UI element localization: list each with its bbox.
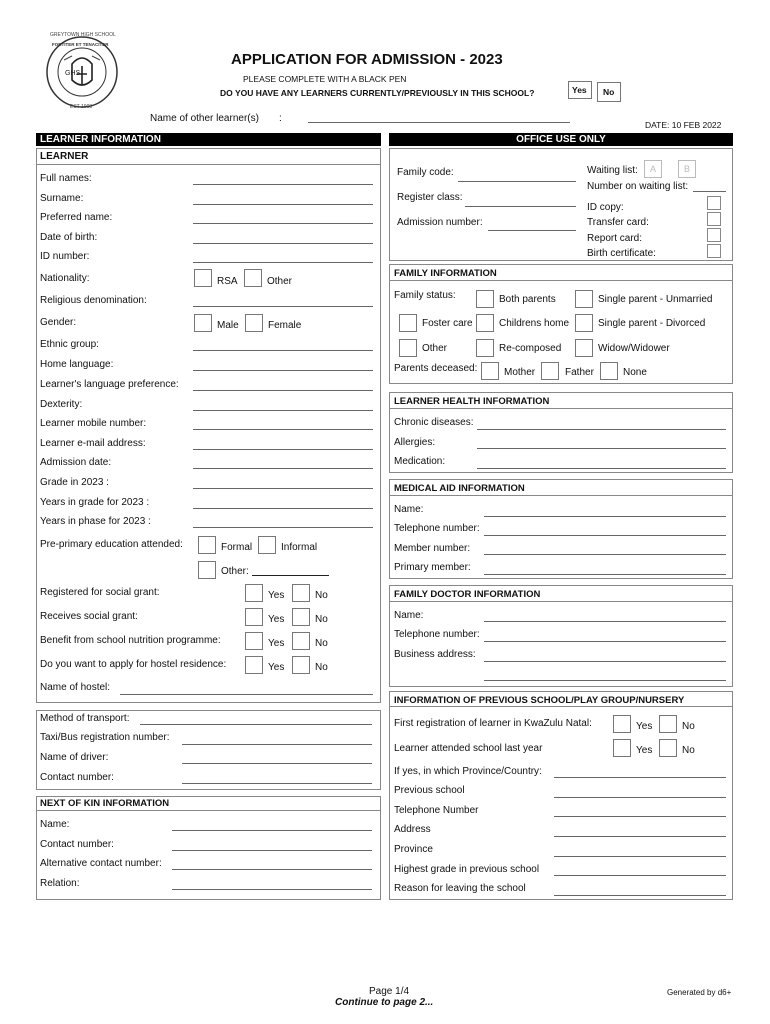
- childrens-home-checkbox[interactable]: [476, 314, 494, 332]
- transfer-card-checkbox[interactable]: [707, 212, 721, 226]
- waiting-number-input[interactable]: [693, 191, 726, 192]
- family-code-input[interactable]: [458, 181, 576, 182]
- logo-motto: FORTITER ET TENACITER: [52, 42, 109, 47]
- province-country-label: If yes, in which Province/Country:: [394, 766, 542, 777]
- childrens-home-label: Childrens home: [499, 318, 570, 329]
- logo-initials: GHS: [65, 70, 81, 77]
- nationality-label: Nationality:: [40, 273, 90, 284]
- years-grade-input[interactable]: [193, 508, 373, 509]
- medical-aid-divider: [389, 495, 733, 496]
- learner-subheader-divider: [36, 164, 381, 165]
- hostel-yes-label: Yes: [268, 662, 285, 673]
- medical-aid-telephone-input[interactable]: [484, 535, 726, 536]
- ethnic-input[interactable]: [193, 350, 373, 351]
- attended-yes-checkbox[interactable]: [613, 739, 631, 757]
- language-pref-input[interactable]: [193, 390, 373, 391]
- dob-label: Date of birth:: [40, 232, 98, 243]
- first-reg-label: First registration of learner in KwaZulu Natal:: [394, 718, 592, 729]
- family-other-label: Other: [422, 343, 448, 354]
- previous-school-province-input[interactable]: [554, 856, 726, 857]
- social-grant-reg-no-checkbox[interactable]: [292, 584, 310, 602]
- primary-member-label: Primary member:: [394, 562, 471, 573]
- family-status-label: Family status:: [394, 290, 456, 301]
- health-header: LEARNER HEALTH INFORMATION: [394, 396, 550, 407]
- admission-number-label: Admission number:: [397, 217, 483, 228]
- page-number: Page 1/4: [369, 986, 410, 997]
- previous-school-address-label: Address: [394, 824, 431, 835]
- reason-leaving-input[interactable]: [554, 895, 726, 896]
- gender-male-label: Male: [217, 320, 239, 331]
- transport-registration-input[interactable]: [182, 744, 372, 745]
- id-number-input[interactable]: [193, 262, 373, 263]
- other-learners-input[interactable]: [308, 122, 570, 123]
- ethnic-label: Ethnic group:: [40, 339, 99, 350]
- previous-school-province-label: Province: [394, 844, 433, 855]
- kin-alt-contact-label: Alternative contact number:: [40, 858, 162, 869]
- office-header: [389, 133, 733, 146]
- province-country-input[interactable]: [554, 777, 726, 778]
- birth-cert-label: Birth certificate:: [587, 248, 656, 259]
- hostel-name-input[interactable]: [120, 694, 373, 695]
- transfer-card-label: Transfer card:: [587, 217, 649, 228]
- nutrition-yes-label: Yes: [268, 638, 285, 649]
- social-grant-rec-yes-label: Yes: [268, 614, 285, 625]
- id-number-label: ID number:: [40, 251, 90, 262]
- preprimary-other-checkbox[interactable]: [198, 561, 216, 579]
- hostel-name-label: Name of hostel:: [40, 682, 111, 693]
- email-label: Learner e-mail address:: [40, 438, 146, 449]
- waiting-number-label: Number on waiting list:: [587, 181, 689, 192]
- logo-school-name: GREYTOWN HIGH SCHOOL: [50, 32, 116, 38]
- gender-label: Gender:: [40, 317, 77, 328]
- dexterity-input[interactable]: [193, 410, 373, 411]
- preferred-name-label: Preferred name:: [40, 212, 113, 223]
- attended-no-checkbox[interactable]: [659, 739, 677, 757]
- waiting-list-label: Waiting list:: [587, 165, 638, 176]
- waiting-list-a-option[interactable]: [644, 160, 662, 178]
- transport-contact-input[interactable]: [182, 783, 372, 784]
- parents-deceased-label: Parents deceased:: [394, 363, 478, 374]
- admission-number-input[interactable]: [488, 230, 576, 231]
- nutrition-yes-checkbox[interactable]: [245, 632, 263, 650]
- preprimary-other-input[interactable]: [252, 575, 329, 576]
- page-title: APPLICATION FOR ADMISSION - 2023: [231, 51, 503, 68]
- doctor-telephone-input[interactable]: [484, 641, 726, 642]
- register-class-input[interactable]: [465, 206, 576, 207]
- reason-leaving-label: Reason for leaving the school: [394, 883, 526, 894]
- medical-aid-header: MEDICAL AID INFORMATION: [394, 483, 525, 494]
- home-language-input[interactable]: [193, 370, 373, 371]
- nationality-rsa-checkbox[interactable]: [194, 269, 212, 287]
- preprimary-other-label: Other:: [221, 566, 249, 577]
- doctor-address-input-2[interactable]: [484, 680, 726, 681]
- transport-driver-label: Name of driver:: [40, 752, 109, 763]
- doctor-divider: [389, 601, 733, 602]
- both-parents-label: Both parents: [499, 294, 556, 305]
- family-header: FAMILY INFORMATION: [394, 268, 497, 279]
- logo-est: EST 1903: [70, 104, 93, 110]
- allergies-label: Allergies:: [394, 437, 436, 448]
- attended-no-label: No: [682, 745, 695, 756]
- hostel-yes-checkbox[interactable]: [245, 656, 263, 674]
- admission-date-input[interactable]: [193, 468, 373, 469]
- kin-relation-input[interactable]: [172, 889, 372, 890]
- first-reg-no-label: No: [682, 721, 695, 732]
- first-reg-yes-checkbox[interactable]: [613, 715, 631, 733]
- primary-member-input[interactable]: [484, 574, 726, 575]
- kin-contact-input[interactable]: [172, 850, 372, 851]
- preprimary-label: Pre-primary education attended:: [40, 539, 183, 550]
- register-class-label: Register class:: [397, 192, 463, 203]
- nationality-other-label: Other: [267, 276, 293, 287]
- office-header-text: OFFICE USE ONLY: [516, 134, 606, 145]
- instruction-text: PLEASE COMPLETE WITH A BLACK PEN: [243, 74, 407, 84]
- learners-question: DO YOU HAVE ANY LEARNERS CURRENTLY/PREVIOUSLY IN THIS SCHOOL?: [220, 88, 535, 98]
- single-divorced-checkbox[interactable]: [575, 314, 593, 332]
- single-divorced-label: Single parent - Divorced: [598, 318, 706, 329]
- first-reg-yes-label: Yes: [636, 721, 653, 732]
- learner-info-header: [36, 133, 381, 146]
- previous-school-header: INFORMATION OF PREVIOUS SCHOOL/PLAY GROUP/NURSERY: [394, 695, 685, 706]
- doctor-name-label: Name:: [394, 610, 424, 621]
- gender-female-label: Female: [268, 320, 302, 331]
- doctor-telephone-label: Telephone number:: [394, 629, 480, 640]
- foster-care-checkbox[interactable]: [399, 314, 417, 332]
- full-names-label: Full names:: [40, 173, 92, 184]
- admission-date-label: Admission date:: [40, 457, 112, 468]
- years-phase-label: Years in phase for 2023 :: [40, 516, 151, 527]
- family-divider: [389, 280, 733, 281]
- chronic-label: Chronic diseases:: [394, 417, 474, 428]
- grade-label: Grade in 2023 :: [40, 477, 109, 488]
- gender-male-checkbox[interactable]: [194, 314, 212, 332]
- nutrition-no-checkbox[interactable]: [292, 632, 310, 650]
- date-label: DATE: 10 FEB 2022: [645, 120, 722, 130]
- other-learners-colon: :: [279, 113, 282, 124]
- report-card-checkbox[interactable]: [707, 228, 721, 242]
- next-of-kin-header: NEXT OF KIN INFORMATION: [40, 798, 170, 809]
- learners-yes-label: Yes: [572, 85, 587, 95]
- member-number-label: Member number:: [394, 543, 471, 554]
- years-phase-input[interactable]: [193, 527, 373, 528]
- transport-contact-label: Contact number:: [40, 772, 114, 783]
- social-grant-reg-label: Registered for social grant:: [40, 587, 160, 598]
- kin-name-input[interactable]: [172, 830, 372, 831]
- nutrition-label: Benefit from school nutrition programme:: [40, 635, 221, 646]
- religious-label: Religious denomination:: [40, 295, 147, 306]
- medication-label: Medication:: [394, 456, 446, 467]
- first-reg-no-checkbox[interactable]: [659, 715, 677, 733]
- member-number-input[interactable]: [484, 554, 726, 555]
- learners-no-label: No: [603, 87, 615, 97]
- mobile-label: Learner mobile number:: [40, 418, 147, 429]
- preprimary-formal-checkbox[interactable]: [198, 536, 216, 554]
- foster-care-label: Foster care: [422, 318, 473, 329]
- highest-grade-label: Highest grade in previous school: [394, 864, 540, 875]
- grade-input[interactable]: [193, 488, 373, 489]
- medical-aid-name-input[interactable]: [484, 516, 726, 517]
- learner-info-header-text: LEARNER INFORMATION: [40, 134, 161, 145]
- generated-by: Generated by d6+: [667, 988, 732, 997]
- waiting-list-b-text: B: [683, 164, 690, 174]
- home-language-label: Home language:: [40, 359, 114, 370]
- transport-method-input[interactable]: [140, 724, 372, 725]
- kin-name-label: Name:: [40, 819, 70, 830]
- social-grant-reg-no-label: No: [315, 590, 328, 601]
- medication-input[interactable]: [477, 468, 726, 469]
- previous-school-telephone-label: Telephone Number: [394, 805, 479, 816]
- hostel-label: Do you want to apply for hostel residence:: [40, 659, 227, 670]
- kin-contact-label: Contact number:: [40, 839, 114, 850]
- religious-input[interactable]: [193, 306, 373, 307]
- continue-text: Continue to page 2...: [335, 997, 434, 1008]
- family-code-label: Family code:: [397, 167, 454, 178]
- social-grant-rec-no-checkbox[interactable]: [292, 608, 310, 626]
- doctor-address-input-1[interactable]: [484, 661, 726, 662]
- waiting-list-a-text: A: [649, 164, 656, 174]
- chronic-input[interactable]: [477, 429, 726, 430]
- nationality-other-checkbox[interactable]: [244, 269, 262, 287]
- other-learners-label: Name of other learner(s): [150, 113, 259, 124]
- previous-school-divider: [389, 706, 733, 707]
- deceased-mother-checkbox[interactable]: [481, 362, 499, 380]
- deceased-none-checkbox[interactable]: [600, 362, 618, 380]
- social-grant-rec-no-label: No: [315, 614, 328, 625]
- years-grade-label: Years in grade for 2023 :: [40, 497, 150, 508]
- preprimary-informal-checkbox[interactable]: [258, 536, 276, 554]
- next-of-kin-divider: [36, 810, 381, 811]
- gender-female-checkbox[interactable]: [245, 314, 263, 332]
- recomposed-label: Re-composed: [499, 343, 562, 354]
- deceased-none-label: None: [623, 367, 647, 378]
- deceased-mother-label: Mother: [504, 367, 536, 378]
- social-grant-rec-yes-checkbox[interactable]: [245, 608, 263, 626]
- transport-method-label: Method of transport:: [40, 713, 130, 724]
- recomposed-checkbox[interactable]: [476, 339, 494, 357]
- medical-aid-name-label: Name:: [394, 504, 424, 515]
- allergies-input[interactable]: [477, 448, 726, 449]
- hostel-no-checkbox[interactable]: [292, 656, 310, 674]
- hostel-no-label: No: [315, 662, 328, 673]
- previous-school-name-label: Previous school: [394, 785, 465, 796]
- single-unmarried-checkbox[interactable]: [575, 290, 593, 308]
- surname-label: Surname:: [40, 193, 84, 204]
- highest-grade-input[interactable]: [554, 875, 726, 876]
- dob-input[interactable]: [193, 243, 373, 244]
- previous-school-name-input[interactable]: [554, 797, 726, 798]
- family-other-checkbox[interactable]: [399, 339, 417, 357]
- preferred-name-input[interactable]: [193, 223, 373, 224]
- deceased-father-label: Father: [565, 367, 594, 378]
- health-divider: [389, 408, 733, 409]
- kin-relation-label: Relation:: [40, 878, 80, 889]
- doctor-address-label: Business address:: [394, 649, 476, 660]
- report-card-label: Report card:: [587, 233, 643, 244]
- mobile-input[interactable]: [193, 429, 373, 430]
- id-copy-checkbox[interactable]: [707, 196, 721, 210]
- learner-subheader: LEARNER: [40, 151, 89, 162]
- nationality-rsa-label: RSA: [217, 276, 238, 287]
- birth-cert-checkbox[interactable]: [707, 244, 721, 258]
- doctor-name-input[interactable]: [484, 621, 726, 622]
- social-grant-reg-yes-checkbox[interactable]: [245, 584, 263, 602]
- attended-last-year-label: Learner attended school last year: [394, 743, 543, 754]
- both-parents-checkbox[interactable]: [476, 290, 494, 308]
- widow-label: Widow/Widower: [598, 343, 670, 354]
- preprimary-informal-label: Informal: [281, 542, 318, 553]
- widow-checkbox[interactable]: [575, 339, 593, 357]
- deceased-father-checkbox[interactable]: [541, 362, 559, 380]
- nutrition-no-label: No: [315, 638, 328, 649]
- kin-alt-contact-input[interactable]: [172, 869, 372, 870]
- social-grant-reg-yes-label: Yes: [268, 590, 285, 601]
- waiting-list-b-option[interactable]: [678, 160, 696, 178]
- email-input[interactable]: [193, 449, 373, 450]
- medical-aid-telephone-label: Telephone number:: [394, 523, 480, 534]
- preprimary-formal-label: Formal: [221, 542, 253, 553]
- dexterity-label: Dexterity:: [40, 399, 83, 410]
- full-names-input[interactable]: [193, 184, 373, 185]
- surname-input[interactable]: [193, 204, 373, 205]
- previous-school-address-input[interactable]: [554, 836, 726, 837]
- social-grant-rec-label: Receives social grant:: [40, 611, 138, 622]
- transport-driver-input[interactable]: [182, 763, 372, 764]
- doctor-header: FAMILY DOCTOR INFORMATION: [394, 589, 541, 600]
- id-copy-label: ID copy:: [587, 202, 624, 213]
- attended-yes-label: Yes: [636, 745, 653, 756]
- single-unmarried-label: Single parent - Unmarried: [598, 294, 713, 305]
- language-pref-label: Learner's language preference:: [40, 379, 179, 390]
- previous-school-telephone-input[interactable]: [554, 816, 726, 817]
- transport-registration-label: Taxi/Bus registration number:: [40, 732, 170, 743]
